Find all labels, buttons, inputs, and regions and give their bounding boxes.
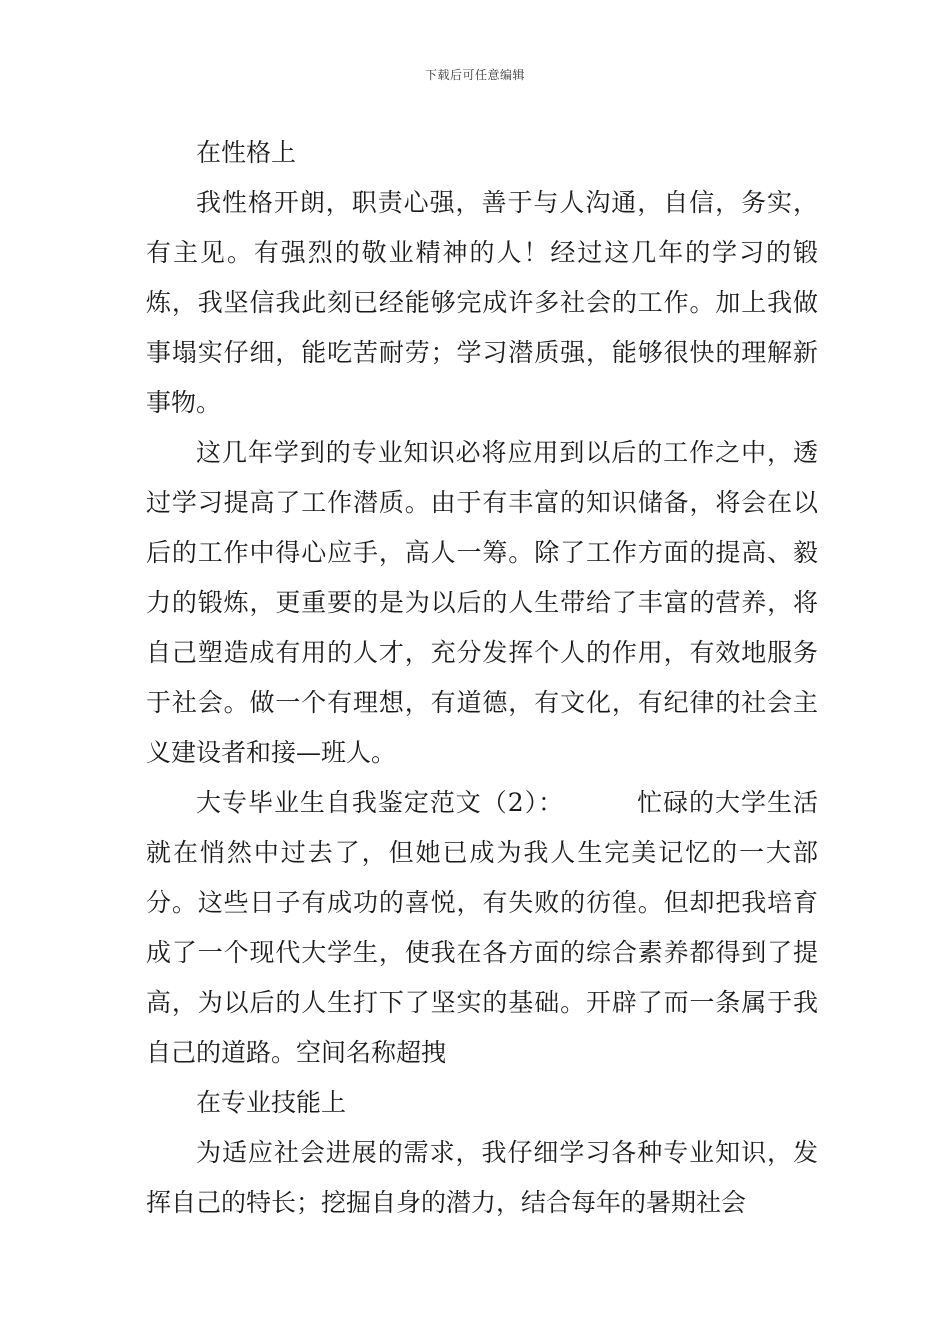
paragraph-skills: 为适应社会进展的需求，我仔细学习各种专业知识，发挥自己的特长；挖掘自身的潜力，结合每年的暑期社会 bbox=[146, 1138, 818, 1217]
paragraph-college-text: 忙碌的大学生活就在悄然中过去了，但她已成为我人生完美记忆的一大部分。这些日子有成功的喜悦，有失败的彷徨。但却把我培育成了一个现代大学生，使我在各方面的综合素养都得到了提高，为以后的人生打下了坚实的基础。开辟了而一条属于我自己的道路。空间名称超拽 bbox=[146, 788, 818, 1067]
heading-skills: 在专业技能上 bbox=[196, 1088, 347, 1117]
paragraph-personality: 我性格开朗，职责心强，善于与人沟通，自信，务实，有主见。有强烈的敬业精神的人！经过这几年的学习的锻炼，我坚信我此刻已经能够完成许多社会的工作。加上我做事塌实仔细，能吃苦耐劳；学习潜质强，能够很快的理解新事物。 bbox=[146, 188, 818, 417]
sample-title: 大专毕业生自我鉴定范文（2）： bbox=[196, 788, 565, 817]
paragraph-college bbox=[146, 778, 818, 1078]
heading-personality: 在性格上 bbox=[196, 138, 297, 167]
header-note: 下载后可任意编辑 bbox=[424, 68, 525, 82]
paragraph-knowledge: 这几年学到的专业知识必将应用到以后的工作之中，透过学习提高了工作潜质。由于有丰富的知识储备，将会在以后的工作中得心应手，高人一筹。除了工作方面的提高、毅力的锻炼，更重要的是为以后的人生带给了丰富的营养，将自己塑造成有用的人才，充分发挥个人的作用，有效地服务于社会。做一个有理想，有道德，有文化，有纪律的社会主义建设者和接—班人。 bbox=[146, 438, 818, 767]
document-body bbox=[146, 128, 818, 1228]
